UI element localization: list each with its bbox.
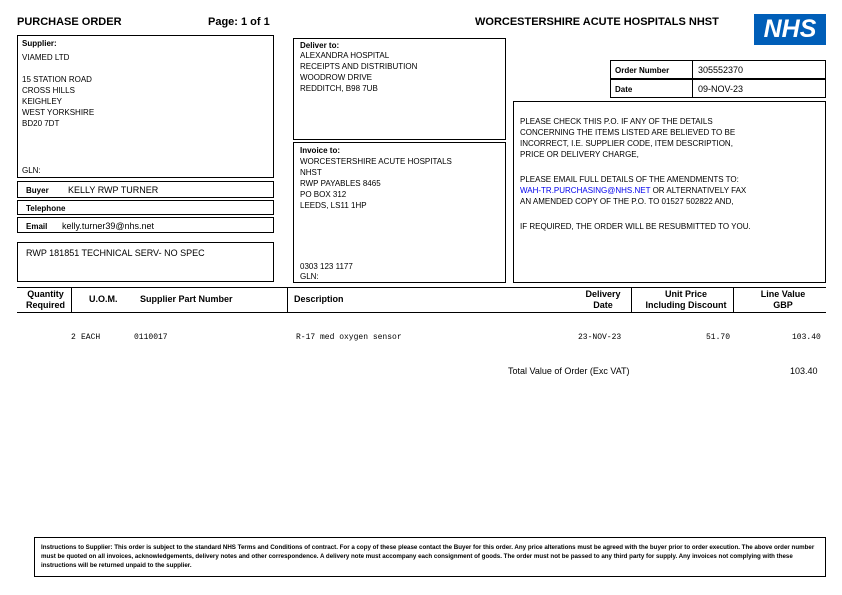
header-divider	[71, 288, 72, 312]
deliver-to-address	[300, 50, 417, 94]
notice-line: PLEASE CHECK THIS P.O. IF ANY OF THE DETAILS	[520, 117, 713, 126]
invoice-to-box	[293, 142, 506, 283]
purchasing-email-link[interactable]: WAH-TR.PURCHASING@NHS.NET	[520, 186, 651, 195]
supplier-instructions-text: Instructions to Supplier: This order is subject to the standard NHS Terms and Conditions of contract. For a copy of these please contact the Buyer for this order. Any price alterations must be agreed with the buyer prior to order execution. The above order number must be quoted on all invoices, acknowledgements, delivery notes and other correspondence. A delivery note must accompany each consignment of goods. The order must not be passed to any third party for supply. Any invoices not complying with these instructions will be returned unpaid to the supplier.	[41, 544, 815, 569]
supplier-label: Supplier:	[22, 39, 57, 48]
header-divider	[287, 288, 288, 312]
total-label: Total Value of Order (Exc VAT)	[508, 366, 630, 376]
telephone-label: Telephone	[26, 204, 66, 213]
invoice-to-line: WORCESTERSHIRE ACUTE HOSPITALS	[300, 157, 452, 166]
nhs-logo: NHS	[754, 14, 826, 45]
doc-title: PURCHASE ORDER	[17, 16, 122, 28]
order-date-row	[610, 79, 826, 98]
col-desc-header: Description	[294, 294, 344, 304]
supplier-address	[22, 74, 94, 129]
telephone-row	[17, 200, 274, 215]
invoice-to-address	[300, 156, 452, 211]
email-value: kelly.turner39@nhs.net	[62, 221, 155, 231]
deliver-to-box	[293, 38, 506, 140]
row-line-value: 103.40	[792, 333, 821, 342]
col-qty-header-line1: Quantity	[27, 289, 64, 299]
buyer-value: KELLY RWP TURNER	[68, 185, 159, 195]
invoice-to-gln-label: GLN:	[300, 272, 319, 281]
order-number-label: Order Number	[615, 66, 670, 75]
notice-paragraph-1	[520, 116, 735, 160]
col-delivery-header	[581, 289, 625, 311]
deliver-to-label: Deliver to:	[300, 41, 340, 50]
order-number-value: 305552370	[698, 65, 744, 75]
buyer-label: Buyer	[26, 186, 49, 195]
row-qty: 2	[71, 333, 76, 342]
order-date-divider	[692, 80, 693, 97]
notice-line: PRICE OR DELIVERY CHARGE,	[520, 150, 639, 159]
order-number-divider	[692, 61, 693, 78]
col-value-header-line1: Line Value	[760, 289, 806, 299]
supplier-name: VIAMED LTD	[22, 53, 70, 62]
invoice-to-phone: 0303 123 1177	[300, 262, 353, 271]
supplier-instructions-box	[34, 537, 826, 577]
supplier-address-line: CROSS HILLS	[22, 86, 75, 95]
notice-paragraph-3: IF REQUIRED, THE ORDER WILL BE RESUBMITTED TO YOU.	[520, 222, 751, 231]
invoice-to-line: RWP PAYABLES 8465	[300, 179, 381, 188]
page-number: Page: 1 of 1	[208, 16, 270, 28]
col-delivery-header-line1: Delivery	[585, 289, 621, 299]
row-delivery-date: 23-NOV-23	[578, 333, 622, 342]
col-qty-header-line2: Required	[26, 300, 66, 310]
order-date-value: 09-NOV-23	[698, 84, 744, 94]
col-price-header-line1: Unit Price	[664, 289, 707, 299]
table-row	[17, 333, 826, 345]
reference-box	[17, 242, 274, 282]
supplier-address-line: KEIGHLEY	[22, 97, 63, 106]
table-header	[17, 287, 826, 313]
invoice-to-line: NHST	[300, 168, 322, 177]
notice-line: INCORRECT, I.E. SUPPLIER CODE, ITEM DESCRIPTION,	[520, 139, 733, 148]
deliver-to-line: REDDITCH, B98 7UB	[300, 84, 378, 93]
row-unit-price: 51.70	[706, 333, 731, 342]
order-number-row	[610, 60, 826, 79]
header-divider	[631, 288, 632, 312]
col-delivery-header-line2: Date	[593, 300, 613, 310]
notice-line: PLEASE EMAIL FULL DETAILS OF THE AMENDMENTS TO:	[520, 175, 739, 184]
invoice-to-label: Invoice to:	[300, 146, 341, 155]
row-uom: EACH	[81, 333, 101, 342]
col-value-header-line2: GBP	[773, 300, 793, 310]
supplier-address-line: BD20 7DT	[22, 119, 60, 128]
row-part-number: 0110017	[134, 333, 168, 342]
header-divider	[733, 288, 734, 312]
notice-line: CONCERNING THE ITEMS LISTED ARE BELIEVED TO BE	[520, 128, 736, 137]
trust-name: WORCESTERSHIRE ACUTE HOSPITALS NHST	[475, 16, 719, 28]
col-price-header-line2: Including Discount	[645, 300, 727, 310]
col-qty-header	[26, 289, 65, 311]
total-value: 103.40	[790, 366, 818, 376]
col-price-header	[634, 289, 738, 311]
invoice-to-line: PO BOX 312	[300, 190, 347, 199]
supplier-address-line: WEST YORKSHIRE	[22, 108, 95, 117]
notice-line: AN AMENDED COPY OF THE P.O. TO 01527 502822 AND,	[520, 197, 734, 206]
buyer-row	[17, 181, 274, 198]
col-uom-header: U.O.M.	[89, 294, 118, 304]
col-value-header	[745, 289, 821, 311]
supplier-box	[17, 35, 274, 178]
supplier-address-line: 15 STATION ROAD	[22, 75, 92, 84]
row-description: R-17 med oxygen sensor	[296, 333, 402, 342]
notice-email-line	[520, 185, 746, 196]
supplier-gln-label: GLN:	[22, 166, 41, 175]
reference-text: RWP 181851 TECHNICAL SERV- NO SPEC	[26, 248, 205, 258]
col-part-header: Supplier Part Number	[140, 294, 233, 304]
deliver-to-line: RECEIPTS AND DISTRIBUTION	[300, 62, 418, 71]
notice-paragraph-2	[520, 174, 746, 207]
email-row	[17, 217, 274, 233]
deliver-to-line: ALEXANDRA HOSPITAL	[300, 51, 390, 60]
notice-box	[513, 101, 826, 283]
notice-line-rest: OR ALTERNATIVELY FAX	[650, 186, 747, 195]
deliver-to-line: WOODROW DRIVE	[300, 73, 372, 82]
email-label: Email	[26, 222, 48, 231]
invoice-to-line: LEEDS, LS11 1HP	[300, 201, 367, 210]
order-date-label: Date	[615, 85, 633, 94]
